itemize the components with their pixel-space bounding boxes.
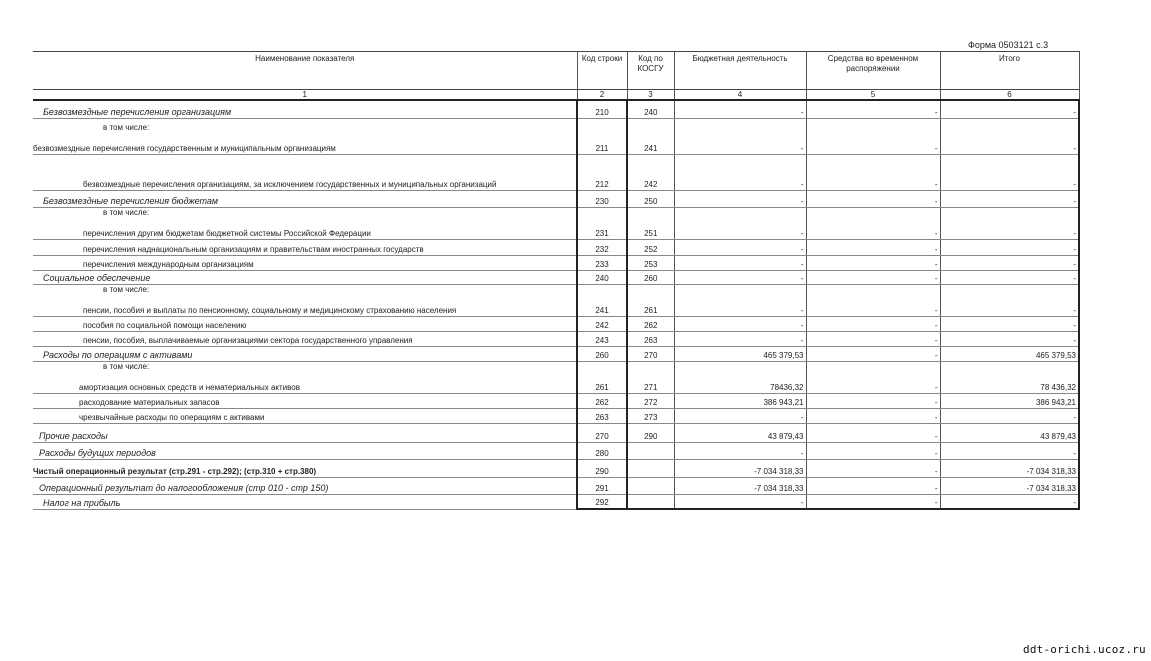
row-budget-value: 43 879,43 <box>674 423 806 442</box>
row-temp-value: - <box>806 423 940 442</box>
table-row <box>33 154 1079 190</box>
row-budget-value: 465 379,53 <box>674 346 806 361</box>
form-number-label: Форма 0503121 с.3 <box>968 40 1049 50</box>
row-kosgu <box>627 459 674 477</box>
header-total: Итого <box>940 52 1079 90</box>
table-row <box>33 270 1079 284</box>
row-temp-value: - <box>806 316 940 331</box>
row-budget-value: - <box>674 494 806 509</box>
row-kosgu: 251 <box>627 207 674 239</box>
row-budget-value: - <box>674 284 806 316</box>
row-temp-value: - <box>806 284 940 316</box>
row-code: 262 <box>577 393 627 408</box>
row-code: 290 <box>577 459 627 477</box>
row-total-value: - <box>940 207 1079 239</box>
row-name-text: Безвозмездные перечисления бюджетам <box>43 195 219 206</box>
row-name <box>33 494 577 509</box>
row-temp-value: - <box>806 393 940 408</box>
row-name <box>33 239 577 255</box>
row-name-text: амортизация основных средств и нематериальных активов <box>79 382 300 392</box>
row-budget-value: 386 943,21 <box>674 393 806 408</box>
row-name-text: Расходы будущих периодов <box>39 447 156 458</box>
row-kosgu: 273 <box>627 408 674 423</box>
row-name-text: Операционный результат до налогообложения (стр 010 - стр 150) <box>39 482 329 493</box>
row-kosgu: 263 <box>627 331 674 346</box>
row-name-text: перечисления наднациональным организациям и правительствам иностранных государств <box>83 244 424 254</box>
row-temp-value: - <box>806 239 940 255</box>
row-budget-value: - <box>674 316 806 331</box>
row-temp-value: - <box>806 207 940 239</box>
row-total-value: - <box>940 316 1079 331</box>
row-temp-value: - <box>806 408 940 423</box>
row-total-value: - <box>940 190 1079 207</box>
row-total-value: - <box>940 331 1079 346</box>
watermark: ddt-orichi.ucoz.ru <box>1023 643 1146 656</box>
col-number: 2 <box>577 90 627 101</box>
row-code: 242 <box>577 316 627 331</box>
row-kosgu: 271 <box>627 361 674 393</box>
row-budget-value: -7 034 318,33 <box>674 459 806 477</box>
table-row <box>33 239 1079 255</box>
row-name-text: Чистый операционный результат (стр.291 - стр.292); (стр.310 + стр.380) <box>33 466 317 476</box>
header-code-row: Код строки <box>577 52 627 90</box>
table-row <box>33 100 1079 118</box>
row-code: 263 <box>577 408 627 423</box>
row-code: 231 <box>577 207 627 239</box>
header-temp: Средства во временном распоряжении <box>806 52 940 90</box>
row-total-value: -7 034 318,33 <box>940 477 1079 494</box>
row-budget-value: -7 034 318,33 <box>674 477 806 494</box>
col-number: 1 <box>33 90 577 101</box>
table-row <box>33 331 1079 346</box>
row-budget-value: - <box>674 239 806 255</box>
row-total-value: - <box>940 442 1079 459</box>
row-total-value: - <box>940 239 1079 255</box>
table-row <box>33 190 1079 207</box>
row-kosgu: 240 <box>627 100 674 118</box>
header-kosgu: Код по КОСГУ <box>627 52 674 90</box>
row-budget-value: - <box>674 190 806 207</box>
col-number: 5 <box>806 90 940 101</box>
row-kosgu: 261 <box>627 284 674 316</box>
row-temp-value: - <box>806 459 940 477</box>
col-number: 6 <box>940 90 1079 101</box>
row-code: 212 <box>577 154 627 190</box>
row-name-text: перечисления международным организациям <box>83 259 254 269</box>
row-name <box>33 207 577 239</box>
row-name <box>33 423 577 442</box>
row-name-text: Расходы по операциям с активами <box>43 349 193 360</box>
row-name <box>33 255 577 270</box>
row-name-text: Прочие расходы <box>39 430 108 441</box>
row-temp-value: - <box>806 361 940 393</box>
table-row <box>33 255 1079 270</box>
row-kosgu: 241 <box>627 118 674 154</box>
row-kosgu: 260 <box>627 270 674 284</box>
row-budget-value: - <box>674 154 806 190</box>
row-total-value: - <box>940 270 1079 284</box>
table-row <box>33 442 1079 459</box>
row-name <box>33 284 577 316</box>
table-row <box>33 494 1079 509</box>
row-code: 240 <box>577 270 627 284</box>
row-name <box>33 459 577 477</box>
row-name-text: перечисления другим бюджетам бюджетной системы Российской Федерации <box>83 228 371 238</box>
row-kosgu: 272 <box>627 393 674 408</box>
row-name <box>33 442 577 459</box>
row-name-text: пенсии, пособия и выплаты по пенсионному, социальному и медицинскому страхованию населения <box>83 305 457 315</box>
row-kosgu: 242 <box>627 154 674 190</box>
row-code: 243 <box>577 331 627 346</box>
row-total-value: - <box>940 255 1079 270</box>
report-table <box>33 51 1080 510</box>
table-row <box>33 346 1079 361</box>
col-number: 4 <box>674 90 806 101</box>
row-name-text: безвозмездные перечисления организациям, за исключением государственных и муниципальных организаций <box>83 179 497 189</box>
row-code: 210 <box>577 100 627 118</box>
row-name-text: Налог на прибыль <box>43 497 121 508</box>
row-name <box>33 270 577 284</box>
row-budget-value: - <box>674 331 806 346</box>
row-budget-value: - <box>674 118 806 154</box>
row-temp-value: - <box>806 255 940 270</box>
row-kosgu: 253 <box>627 255 674 270</box>
row-budget-value: - <box>674 255 806 270</box>
row-budget-value: - <box>674 408 806 423</box>
row-name-text: чрезвычайные расходы по операциям с активами <box>79 412 265 422</box>
row-total-value: - <box>940 100 1079 118</box>
row-budget-value: 78436,32 <box>674 361 806 393</box>
table-row <box>33 459 1079 477</box>
row-total-value: - <box>940 408 1079 423</box>
table-row <box>33 207 1079 239</box>
row-total-value: -7 034 318,33 <box>940 459 1079 477</box>
row-name <box>33 331 577 346</box>
row-name <box>33 393 577 408</box>
row-name-text: пенсии, пособия, выплачиваемые организациями сектора государственного управления <box>83 335 413 345</box>
row-budget-value: - <box>674 100 806 118</box>
in-that-number-label: в том числе: <box>103 284 150 294</box>
table-row <box>33 408 1079 423</box>
row-total-value: 465 379,53 <box>940 346 1079 361</box>
table-row <box>33 477 1079 494</box>
row-name-text: Социальное обеспечение <box>43 272 151 283</box>
row-budget-value: - <box>674 207 806 239</box>
row-kosgu <box>627 442 674 459</box>
row-total-value: - <box>940 284 1079 316</box>
row-budget-value: - <box>674 442 806 459</box>
row-name <box>33 346 577 361</box>
table-row <box>33 284 1079 316</box>
row-temp-value: - <box>806 190 940 207</box>
row-name <box>33 100 577 118</box>
row-kosgu: 270 <box>627 346 674 361</box>
in-that-number-label: в том числе: <box>103 122 150 132</box>
row-kosgu: 262 <box>627 316 674 331</box>
row-name <box>33 361 577 393</box>
header-name: Наименование показателя <box>255 54 355 63</box>
row-temp-value: - <box>806 118 940 154</box>
table-row <box>33 361 1079 393</box>
row-total-value: 386 943,21 <box>940 393 1079 408</box>
table-row <box>33 118 1079 154</box>
row-name-text: безвозмездные перечисления государственным и муниципальным организациям <box>33 143 336 153</box>
col-number: 3 <box>627 90 674 101</box>
in-that-number-label: в том числе: <box>103 361 150 371</box>
row-temp-value: - <box>806 477 940 494</box>
row-code: 280 <box>577 442 627 459</box>
row-temp-value: - <box>806 331 940 346</box>
row-kosgu <box>627 494 674 509</box>
row-kosgu: 252 <box>627 239 674 255</box>
row-name <box>33 408 577 423</box>
row-temp-value: - <box>806 154 940 190</box>
row-name-text: Безвозмездные перечисления организациям <box>43 106 232 117</box>
row-code: 211 <box>577 118 627 154</box>
row-kosgu: 290 <box>627 423 674 442</box>
row-name <box>33 477 577 494</box>
row-total-value: - <box>940 494 1079 509</box>
in-that-number-label: в том числе: <box>103 207 150 217</box>
row-total-value: - <box>940 118 1079 154</box>
row-code: 233 <box>577 255 627 270</box>
row-temp-value: - <box>806 442 940 459</box>
row-name <box>33 154 577 190</box>
row-name-text: пособия по социальной помощи населению <box>83 320 247 330</box>
row-total-value: 78 436,32 <box>940 361 1079 393</box>
row-temp-value: - <box>806 494 940 509</box>
table-row <box>33 423 1079 442</box>
row-temp-value: - <box>806 270 940 284</box>
row-total-value: 43 879,43 <box>940 423 1079 442</box>
header-budget: Бюджетная деятельность <box>674 52 806 90</box>
row-name <box>33 190 577 207</box>
table-row <box>33 316 1079 331</box>
row-code: 291 <box>577 477 627 494</box>
row-kosgu <box>627 477 674 494</box>
row-temp-value: - <box>806 346 940 361</box>
row-code: 230 <box>577 190 627 207</box>
row-name-text: расходование материальных запасов <box>79 397 220 407</box>
row-kosgu: 250 <box>627 190 674 207</box>
row-code: 270 <box>577 423 627 442</box>
row-code: 241 <box>577 284 627 316</box>
table-row <box>33 393 1079 408</box>
row-name <box>33 118 577 154</box>
row-name <box>33 316 577 331</box>
row-code: 261 <box>577 361 627 393</box>
row-code: 232 <box>577 239 627 255</box>
row-code: 292 <box>577 494 627 509</box>
row-code: 260 <box>577 346 627 361</box>
row-budget-value: - <box>674 270 806 284</box>
row-total-value: - <box>940 154 1079 190</box>
row-temp-value: - <box>806 100 940 118</box>
report-body <box>33 100 1079 509</box>
